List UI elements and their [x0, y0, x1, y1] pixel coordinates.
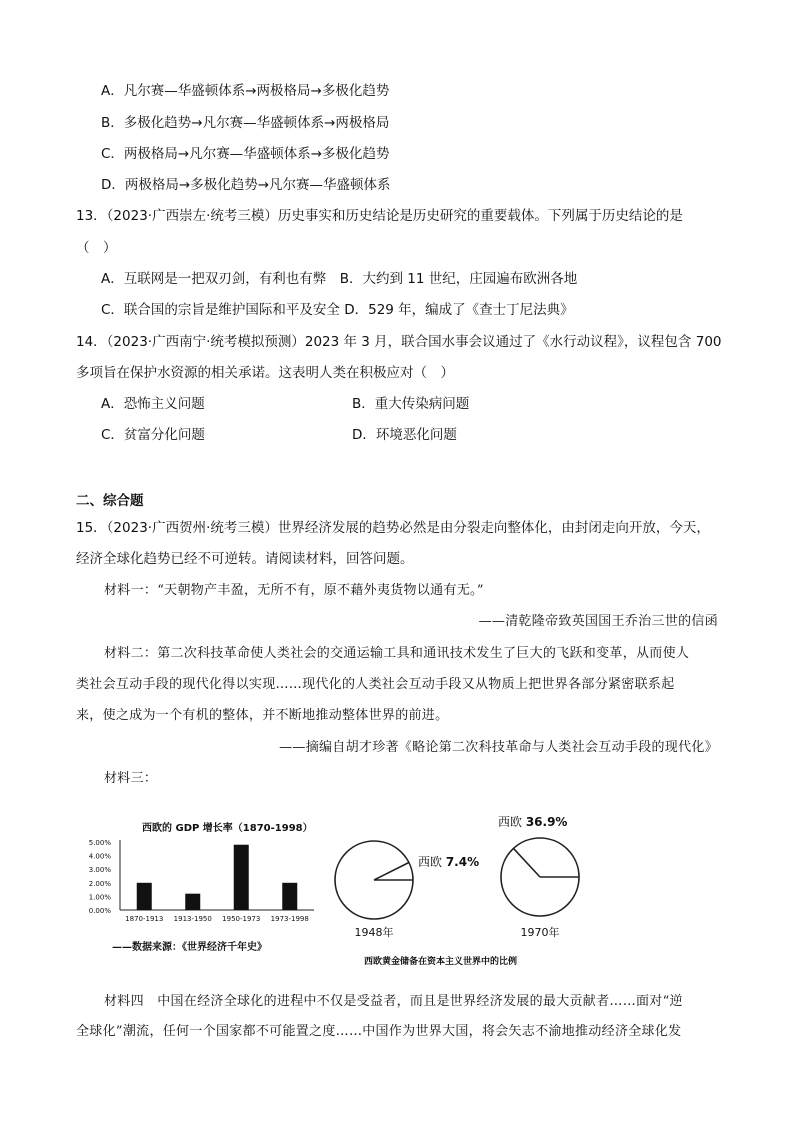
x-tick-label: 1870-1913 [125, 915, 164, 923]
q12-option-c: C．两极格局→凡尔赛—华盛顿体系→多极化趋势 [101, 146, 390, 162]
bar-chart-axis [89, 839, 314, 915]
bar [137, 883, 152, 910]
y-tick-label: 1.00% [88, 893, 111, 902]
bar [185, 894, 200, 910]
y-tick-label: 3.00% [88, 866, 111, 875]
pie-slice-label: 西欧 36.9% [498, 815, 568, 829]
pie-chart-1948 [335, 841, 479, 939]
x-tick-label: 1950-1973 [222, 915, 261, 923]
y-tick-label: 5.00% [88, 839, 111, 847]
pie-caption: 西欧黄金储备在资本主义世界中的比例 [364, 957, 518, 967]
x-tick-label: 1973-1998 [270, 915, 309, 923]
q13-options-cd: C．联合国的宗旨是维护国际和平及安全 D．529 年，编成了《查士丁尼法典》 [101, 302, 574, 318]
pie-year-label: 1970年 [520, 926, 560, 939]
q12-option-d: D．两极格局→多极化趋势→凡尔赛—华盛顿体系 [101, 177, 391, 193]
q13-stem: 13．（2023·广西崇左·统考三模）历史事实和历史结论是历史研究的重要载体。下列属于历史结论的是 [76, 208, 683, 224]
y-tick-label: 4.00% [88, 852, 111, 861]
bar [234, 845, 249, 910]
q14-option-a: A．恐怖主义问题 [101, 396, 205, 412]
q14-stem-2: 多项旨在保护水资源的相关承诺。这表明人类在积极应对（ ） [76, 365, 454, 381]
q15-stem-2: 经济全球化趋势已经不可逆转。请阅读材料，回答问题。 [76, 551, 414, 567]
material-3-figure [84, 806, 584, 978]
q13-stem-blank: （ ） [76, 240, 117, 256]
q13-options-ab: A．互联网是一把双刃剑，有利也有弊 B．大约到 11 世纪，庄园遍布欧洲各地 [101, 271, 578, 287]
pie-slice-label: 西欧 7.4% [418, 855, 480, 869]
q14-option-c: C．贫富分化问题 [101, 427, 205, 443]
material-1-text: 材料一：“天朝物产丰盈，无所不有，原不藉外夷货物以通有无。” [104, 583, 484, 598]
q12-option-a: A．凡尔赛—华盛顿体系→两极格局→多极化趋势 [101, 83, 390, 99]
material-2-line-3: 来，使之成为一个有机的整体，并不断地推动整体世界的前进。 [76, 708, 449, 723]
q14-stem: 14．（2023·广西南宁·统考模拟预测）2023 年 3 月，联合国水事会议通过了《水行动议程》，议程包含 700 [76, 334, 722, 350]
material-4-line-2: 全球化”潮流，任何一个国家都不可能置之度……中国作为世界大国，将会矢志不渝地推动经济全球化发 [76, 1024, 682, 1039]
bar-chart-source: ——数据来源：《世界经济千年史》 [112, 942, 267, 953]
q14-option-b: B．重大传染病问题 [352, 396, 470, 412]
pie-chart-1970 [498, 815, 579, 939]
q12-option-b: B．多极化趋势→凡尔赛—华盛顿体系→两极格局 [101, 115, 390, 131]
material-1-source: ——清乾隆帝致英国国王乔治三世的信函 [478, 614, 718, 629]
section-title: 二、综合题 [76, 493, 144, 509]
q15-stem: 15．（2023·广西贺州·统考三模）世界经济发展的趋势必然是由分裂走向整体化，由封闭走向开放，今天， [76, 520, 710, 536]
material-4-line-1: 材料四 中国在经济全球化的进程中不仅是受益者，而且是世界经济发展的最大贡献者……面对“逆 [104, 994, 683, 1009]
material-3-label: 材料三： [104, 771, 158, 786]
bar-chart-title: 西欧的 GDP 增长率（1870-1998） [142, 823, 313, 834]
bar [282, 883, 297, 910]
material-2-line-2: 类社会互动手段的现代化得以实现……现代化的人类社会互动手段又从物质上把世界各部分紧密联系起 [76, 677, 675, 692]
material-2-line-1: 材料二：第二次科技革命使人类社会的交通运输工具和通讯技术发生了巨大的飞跃和变革，从而使人 [104, 646, 690, 661]
pie-year-label: 1948年 [354, 926, 394, 939]
q14-option-d: D．环境恶化问题 [352, 427, 457, 443]
x-tick-label: 1913-1950 [173, 915, 212, 923]
y-tick-label: 2.00% [88, 879, 111, 888]
material-3-svg [84, 806, 584, 978]
bar-chart-bars [125, 845, 309, 923]
y-tick-label: 0.00% [88, 907, 111, 915]
material-2-source: ——摘编自胡才珍著《略论第二次科技革命与人类社会互动手段的现代化》 [279, 740, 718, 755]
